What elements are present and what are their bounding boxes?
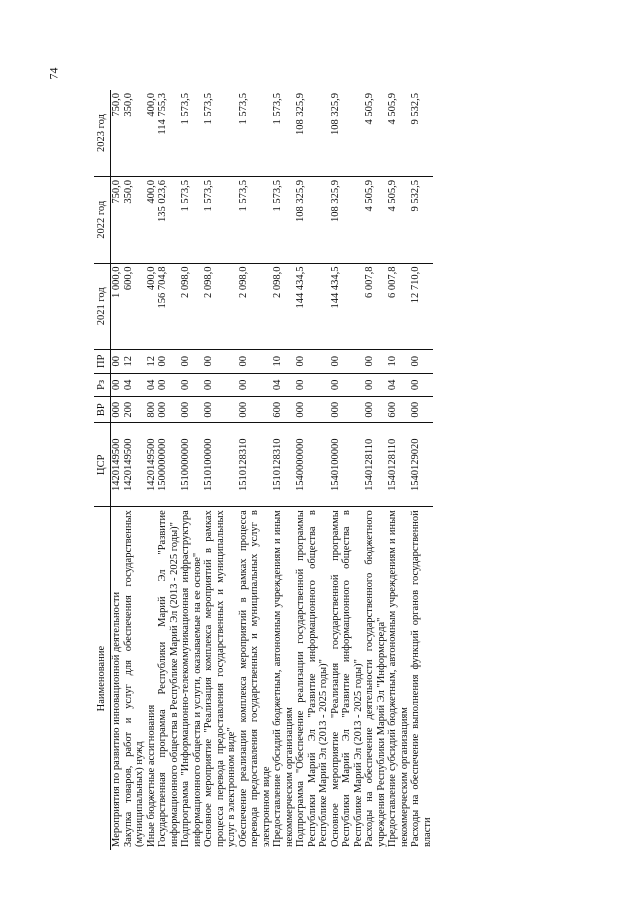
- row-2021: 2 098,0: [203, 263, 238, 349]
- row-pr: 00: [295, 349, 330, 373]
- row-pr: 00: [157, 349, 180, 373]
- row-2022: 1 573,5: [180, 177, 203, 263]
- row-vr: 000: [238, 397, 273, 423]
- header-2023: 2023 год: [94, 90, 111, 177]
- row-2022: 1 573,5: [203, 177, 238, 263]
- row-pr: 00: [203, 349, 238, 373]
- header-2022: 2022 год: [94, 177, 111, 263]
- row-name: Иные бюджетные ассигнования: [145, 704, 157, 847]
- budget-table: [94, 90, 433, 850]
- row-csr: 1540100000: [330, 423, 365, 507]
- row-2021: 2 098,0: [272, 263, 295, 349]
- row-2022: 400,0: [146, 177, 158, 263]
- row-vr: 600: [272, 397, 295, 423]
- row-2023: 4 505,9: [364, 90, 387, 177]
- row-2021: 2 098,0: [180, 263, 203, 349]
- row-vr: 000: [410, 397, 433, 423]
- row-vr: 000: [180, 397, 203, 423]
- row-2023: 750,0: [111, 90, 123, 177]
- row-pr: 00: [330, 349, 365, 373]
- header-vr: ВР: [94, 397, 111, 423]
- header-2021: 2021 год: [94, 263, 111, 349]
- row-vr: 000: [111, 397, 123, 423]
- row-rz: 00: [157, 373, 180, 397]
- row-vr: 000: [203, 397, 238, 423]
- row-rz: 00: [295, 373, 330, 397]
- row-2023: 108 325,9: [330, 90, 365, 177]
- row-2021: 12 710,0: [410, 263, 433, 349]
- table-row: [387, 90, 410, 850]
- row-pr: 00: [111, 349, 123, 373]
- row-vr: 000: [364, 397, 387, 423]
- row-name: Мероприятия по развитию инновационной деятельности: [111, 591, 122, 847]
- row-name: Закупка товаров, работ и услуг для обеспечения государственных (муниципальных) нужд: [122, 510, 145, 847]
- row-2022: 9 532,5: [410, 177, 433, 263]
- row-2022: 1 573,5: [272, 177, 295, 263]
- row-name: Расходы на обеспечение выполнения функций органов государственной власти: [410, 510, 433, 847]
- row-name: Подпрограмма "Обеспечение реализации государственной программы Республики Марий Эл "Развитие информационного общества в Республике Марий Эл (2013 - 2025 годы)": [295, 510, 329, 847]
- row-2022: 4 505,9: [387, 177, 410, 263]
- table-row: [123, 90, 146, 850]
- row-2022: 1 573,5: [238, 177, 273, 263]
- row-2022: 350,0: [123, 177, 146, 263]
- row-2021: 400,0: [146, 263, 158, 349]
- row-pr: 12: [123, 349, 146, 373]
- row-pr: 00: [364, 349, 387, 373]
- row-2023: 4 505,9: [387, 90, 410, 177]
- row-vr: 600: [387, 397, 410, 423]
- row-csr: 1540129020: [410, 423, 433, 507]
- row-2022: 135 023,6: [157, 177, 180, 263]
- row-2023: 1 573,5: [180, 90, 203, 177]
- row-rz: 00: [330, 373, 365, 397]
- row-name: Основное мероприятие "Реализация государственной программы Республики Марий Эл "Развитие информационного общества в Республике Марий Эл (2013 - 2025 годы)": [329, 510, 364, 847]
- table-row: [410, 90, 433, 850]
- row-vr: 000: [157, 397, 180, 423]
- row-2023: 350,0: [123, 90, 146, 177]
- row-pr: 10: [387, 349, 410, 373]
- row-name: Расходы на обеспечение деятельности государственного бюджетного учреждения Республики Марий Эл "Информсреда": [364, 510, 387, 847]
- row-pr: 10: [272, 349, 295, 373]
- row-2023: 1 573,5: [238, 90, 273, 177]
- row-2023: 9 532,5: [410, 90, 433, 177]
- header-pr: ПР: [94, 349, 111, 373]
- row-rz: 00: [180, 373, 203, 397]
- row-name: Предоставление субсидий бюджетным, автономным учреждениям и иным некоммерческим организациям: [387, 510, 410, 847]
- row-rz: 00: [111, 373, 123, 397]
- row-csr: 1500000000: [157, 423, 180, 507]
- row-csr: 1420149500: [123, 423, 146, 507]
- row-2023: 1 573,5: [203, 90, 238, 177]
- table-row: [272, 90, 295, 850]
- row-csr: 1540000000: [295, 423, 330, 507]
- row-csr: 1510128310: [238, 423, 273, 507]
- row-csr: 1540128110: [364, 423, 387, 507]
- row-rz: 00: [364, 373, 387, 397]
- row-csr: 1420149500: [111, 423, 123, 507]
- row-2021: 600,0: [123, 263, 146, 349]
- row-vr: 800: [146, 397, 158, 423]
- table-row: [364, 90, 387, 850]
- row-name: Государственная программа Республики Марий Эл "Развитие информационного общества в Республике Марий Эл (2013 - 2025 годы)": [157, 510, 180, 847]
- table-row: [180, 90, 203, 850]
- row-pr: 12: [146, 349, 158, 373]
- row-rz: 00: [410, 373, 433, 397]
- table-row: [146, 90, 158, 850]
- budget-table-container: [94, 90, 556, 850]
- row-csr: 1540128110: [387, 423, 410, 507]
- row-2023: 114 755,3: [157, 90, 180, 177]
- row-2022: 750,0: [111, 177, 123, 263]
- table-row: [330, 90, 365, 850]
- row-2023: 1 573,5: [272, 90, 295, 177]
- row-csr: 1510100000: [203, 423, 238, 507]
- table-row: [295, 90, 330, 850]
- page-number: 74: [46, 67, 61, 80]
- row-rz: 04: [123, 373, 146, 397]
- row-rz: 04: [387, 373, 410, 397]
- table-row: [157, 90, 180, 850]
- row-2021: 1 000,0: [111, 263, 123, 349]
- header-name: Наименование: [94, 507, 111, 850]
- table-row: [111, 90, 123, 850]
- row-pr: 00: [238, 349, 273, 373]
- table-header-row: [94, 90, 111, 850]
- row-2022: 108 325,9: [295, 177, 330, 263]
- row-vr: 000: [295, 397, 330, 423]
- row-vr: 200: [123, 397, 146, 423]
- row-name: Предоставление субсидий бюджетным, автономным учреждениям и иным некоммерческим организациям: [272, 510, 295, 847]
- row-pr: 00: [180, 349, 203, 373]
- row-2021: 6 007,8: [364, 263, 387, 349]
- row-name: Основное мероприятие "Реализация комплекса мероприятий в рамках процесса перевода предоставления государственных и муниципальных услуг в электронном виде": [203, 510, 237, 847]
- row-rz: 00: [203, 373, 238, 397]
- row-name: Обеспечение реализации комплекса мероприятий в рамках процесса перевода предоставления государственных и муниципальных услуг в электронном виде: [237, 510, 272, 847]
- row-2023: 400,0: [146, 90, 158, 177]
- table-row: [238, 90, 273, 850]
- row-2022: 108 325,9: [330, 177, 365, 263]
- row-csr: 1420149500: [146, 423, 158, 507]
- row-2023: 108 325,9: [295, 90, 330, 177]
- row-2021: 6 007,8: [387, 263, 410, 349]
- table-row: [203, 90, 238, 850]
- header-rz: Рз: [94, 373, 111, 397]
- row-rz: 04: [146, 373, 158, 397]
- row-name: Подпрограмма "Информационно-телекоммуникационная инфраструктура информационного общества и услуги, оказываемые на ее основе": [180, 510, 203, 847]
- row-csr: 1510128310: [272, 423, 295, 507]
- row-csr: 1510000000: [180, 423, 203, 507]
- header-csr: ЦСР: [94, 423, 111, 507]
- row-pr: 00: [410, 349, 433, 373]
- row-2021: 156 704,8: [157, 263, 180, 349]
- row-2021: 2 098,0: [238, 263, 273, 349]
- row-rz: 04: [272, 373, 295, 397]
- row-2021: 144 434,5: [295, 263, 330, 349]
- row-vr: 000: [330, 397, 365, 423]
- row-rz: 00: [238, 373, 273, 397]
- row-2022: 4 505,9: [364, 177, 387, 263]
- row-2021: 144 434,5: [330, 263, 365, 349]
